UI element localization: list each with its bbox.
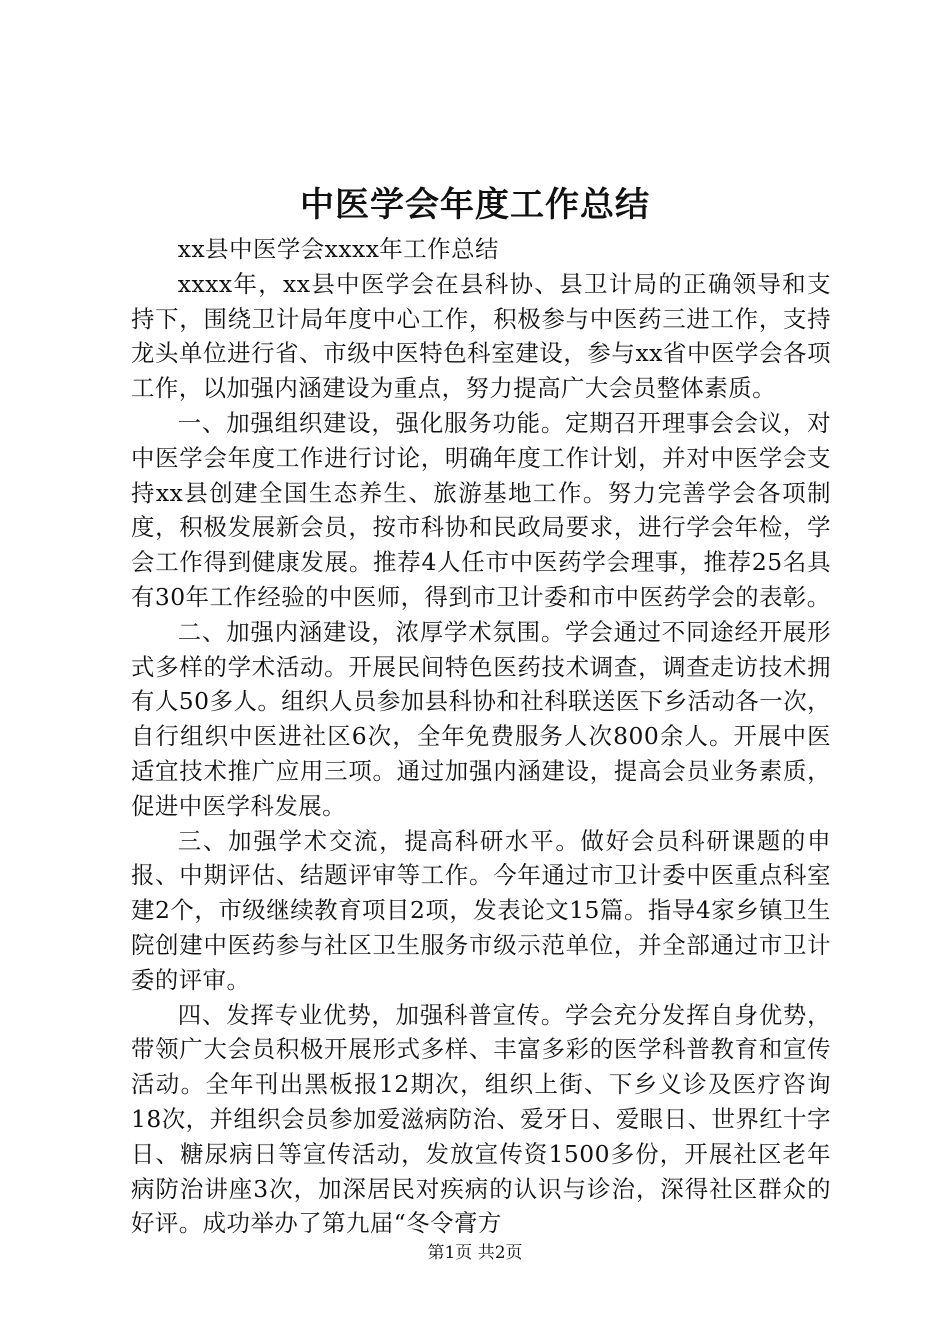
paragraph-intro: xxxx年，xx县中医学会在县科协、县卫计局的正确领导和支持下，围绕卫计局年度中心工作，积极参与中医药三进工作，支持龙头单位进行省、市级中医特色科室建设，参与xx省中医学会各项工作，以加强内涵建设为重点，努力提高广大会员整体素质。: [131, 269, 831, 403]
page-number-footer: 第1页 共2页: [427, 1243, 523, 1263]
paragraph-section-3: 三、加强学术交流，提高科研水平。做好会员科研课题的申报、中期评估、结题评审等工作。今年通过市卫计委中医重点科室建2个，市级继续教育项目2项，发表论文15篇。指导4家乡镇卫生院创建中医药参与社区卫生服务市级示范单位，并全部通过市卫计委的评审。: [131, 826, 831, 994]
document-body: [131, 232, 831, 1241]
paragraph-section-1: 一、加强组织建设，强化服务功能。定期召开理事会会议，对中医学会年度工作进行讨论，明确年度工作计划，并对中医学会支持xx县创建全国生态养生、旅游基地工作。努力完善学会各项制度，积极发展新会员，按市科协和民政局要求，进行学会年检，学会工作得到健康发展。推荐4人任市中医药学会理事，推荐25名具有30年工作经验的中医师，得到市卫计委和市中医药学会的表彰。: [131, 408, 831, 611]
document-title: 中医学会年度工作总结: [300, 185, 650, 225]
paragraph-subtitle: xx县中医学会xxxx年工作总结: [177, 235, 499, 263]
paragraph-section-2: 二、加强内涵建设，浓厚学术氛围。学会通过不同途经开展形式多样的学术活动。开展民间特色医药技术调查，调查走访技术拥有人50多人。组织人员参加县科协和社科联送医下乡活动各一次，自行组织中医进社区6次，全年免费服务人次800余人。开展中医适宜技术推广应用三项。通过加强内涵建设，提高会员业务素质，促进中医学科发展。: [131, 617, 831, 820]
paragraph-section-4: 四、发挥专业优势，加强科普宣传。学会充分发挥自身优势，带领广大会员积极开展形式多样、丰富多彩的医学科普教育和宣传活动。全年刊出黑板报12期次，组织上街、下乡义诊及医疗咨询18次，并组织会员参加爱滋病防治、爱牙日、爱眼日、世界红十字日、糖尿病日等宣传活动，发放宣传资1500多份，开展社区老年病防治讲座3次，加深居民对疾病的认识与诊治，深得社区群众的好评。成功举办了第九届“冬令膏方: [131, 1000, 831, 1238]
